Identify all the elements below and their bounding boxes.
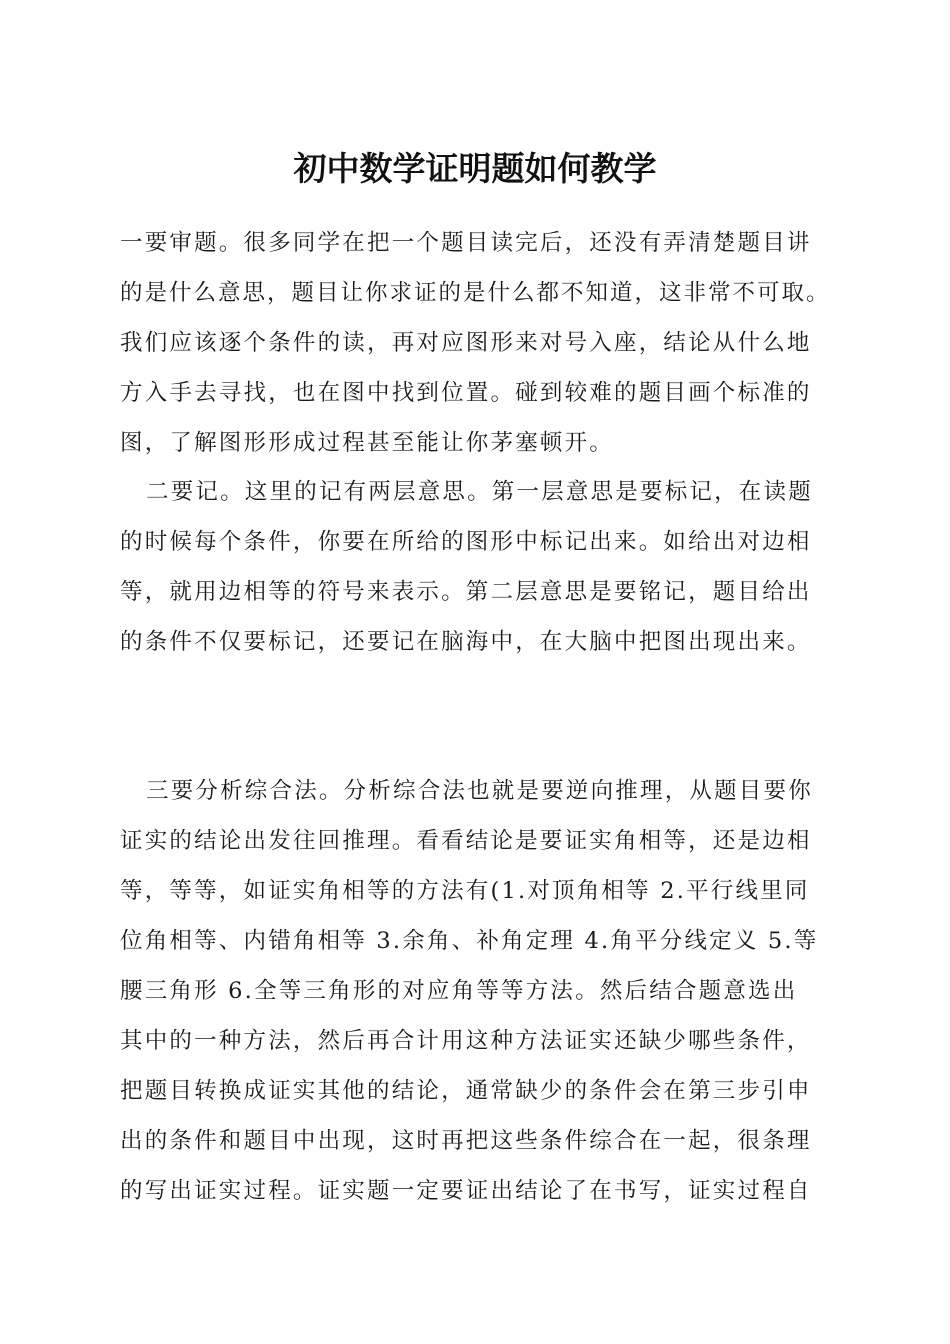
paragraph-line: 方入手去寻找，也在图中找到位置。碰到较难的题目画个标准的 <box>120 380 812 406</box>
paragraph-line: 的写出证实过程。证实题一定要证出结论了在书写，证实过程自 <box>120 1178 812 1204</box>
paragraph-line: 的是什么意思，题目让你求证的是什么都不知道，这非常不可取。 <box>120 280 831 306</box>
paragraph-line: 证实的结论出发往回推理。看看结论是要证实角相等，还是边相 <box>120 828 812 854</box>
paragraph-line: 等，等等，如证实角相等的方法有(1.对顶角相等 2.平行线里同 <box>120 878 810 904</box>
paragraph-3 <box>120 766 835 1216</box>
paragraph-line: 的条件不仅要标记，还要记在脑海中，在大脑中把图出现出来。 <box>120 629 812 655</box>
paragraph-1 <box>120 218 835 468</box>
paragraph-line: 其中的一种方法，然后再合计用这种方法证实还缺少哪些条件， <box>120 1028 812 1054</box>
paragraph-line: 图，了解图形形成过程甚至能让你茅塞顿开。 <box>120 430 615 456</box>
paragraph-line: 出的条件和题目中出现，这时再把这些条件综合在一起，很条理 <box>120 1128 812 1154</box>
document-title: 初中数学证明题如何教学 <box>293 149 657 188</box>
paragraph-line: 二要记。这里的记有两层意思。第一层意思是要标记，在读题 <box>146 479 813 505</box>
paragraph-line: 把题目转换成证实其他的结论，通常缺少的条件会在第三步引申 <box>120 1078 812 1104</box>
paragraph-2 <box>120 467 835 667</box>
paragraph-line: 腰三角形 6.全等三角形的对应角等等方法。然后结合题意选出 <box>120 978 798 1004</box>
paragraph-line: 一要审题。很多同学在把一个题目读完后，还没有弄清楚题目讲 <box>120 230 812 256</box>
paragraph-line: 等，就用边相等的符号来表示。第二层意思是要铭记，题目给出 <box>120 579 812 605</box>
paragraph-line: 我们应该逐个条件的读，再对应图形来对号入座，结论从什么地 <box>120 330 812 356</box>
paragraph-line: 的时候每个条件，你要在所给的图形中标记出来。如给出对边相 <box>120 529 812 555</box>
paragraph-line: 三要分析综合法。分析综合法也就是要逆向推理，从题目要你 <box>146 778 813 804</box>
paragraph-line: 位角相等、内错角相等 3.余角、补角定理 4.角平分线定义 5.等 <box>120 928 819 954</box>
